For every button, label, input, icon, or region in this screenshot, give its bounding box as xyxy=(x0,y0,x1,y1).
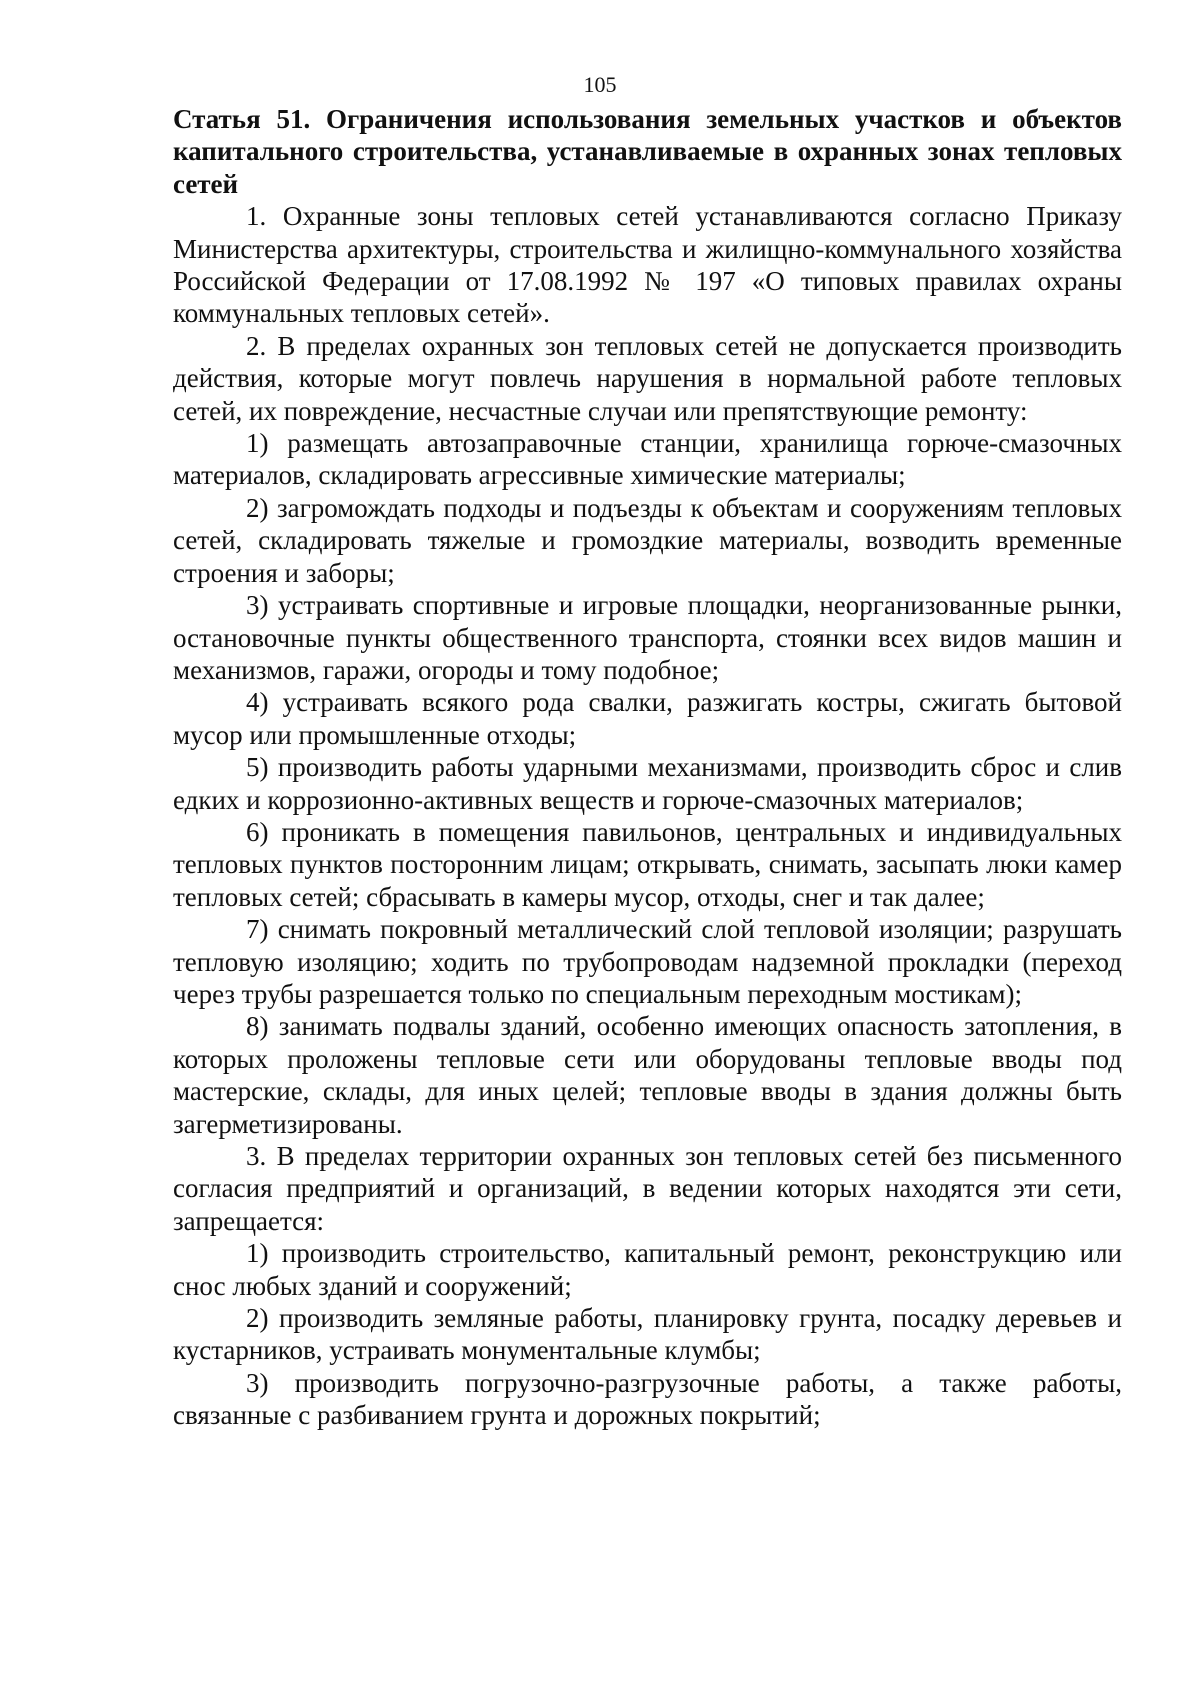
paragraph-1: 1. Охранные зоны тепловых сетей устанавливаются согласно Приказу Министерства архитектуры, строительства и жилищно-коммунального хозяйства Российской Федерации от 17.08.1992 № 197 «О типовых правилах охраны коммунальных тепловых сетей». xyxy=(173,201,1122,329)
document-body xyxy=(173,103,1122,1432)
list-item-2-1: 1) размещать автозаправочные станции, хранилища горюче-смазочных материалов, складировать агрессивные химические материалы; xyxy=(173,428,1122,491)
list-item-2-4: 4) устраивать всякого рода свалки, разжигать костры, сжигать бытовой мусор или промышленные отходы; xyxy=(173,687,1122,750)
paragraph-3: 3. В пределах территории охранных зон тепловых сетей без письменного согласия предприятий и организаций, в ведении которых находятся эти сети, запрещается: xyxy=(173,1141,1122,1236)
list-item-2-2: 2) загромождать подходы и подъезды к объектам и сооружениям тепловых сетей, складировать тяжелые и громоздкие материалы, возводить временные строения и заборы; xyxy=(173,492,1122,588)
list-item-3-3: 3) производить погрузочно-разгрузочные работы, а также работы, связанные с разбиванием грунта и дорожных покрытий; xyxy=(173,1367,1122,1431)
list-item-3-1: 1) производить строительство, капитальный ремонт, реконструкцию или снос любых зданий и сооружений; xyxy=(173,1238,1122,1301)
paragraph-2: 2. В пределах охранных зон тепловых сетей не допускается производить действия, которые могут повлечь нарушения в нормальной работе тепловых сетей, их повреждение, несчастные случаи или препятствующие ремонту: xyxy=(173,330,1122,426)
list-item-2-3: 3) устраивать спортивные и игровые площадки, неорганизованные рынки, остановочные пункты общественного транспорта, стоянки всех видов машин и механизмов, гаражи, огороды и тому подобное; xyxy=(173,590,1122,685)
list-item-2-5: 5) производить работы ударными механизмами, производить сброс и слив едких и коррозионно-активных веществ и горюче-смазочных материалов; xyxy=(173,752,1122,815)
list-item-2-6: 6) проникать в помещения павильонов, центральных и индивидуальных тепловых пунктов посторонним лицам; открывать, снимать, засыпать люки камер тепловых сетей; сбрасывать в камеры мусор, отходы, снег и так далее; xyxy=(173,816,1122,912)
list-item-2-8: 8) занимать подвалы зданий, особенно имеющих опасность затопления, в которых проложены тепловые сети или оборудованы тепловые вводы под мастерские, склады, для иных целей; тепловые вводы в здания должны быть загерметизированы. xyxy=(173,1011,1122,1139)
article-heading: Статья 51. Ограничения использования земельных участков и объектов капитального строительства, устанавливаемые в охранных зонах тепловых сетей xyxy=(173,104,1122,199)
list-item-3-2: 2) производить земляные работы, планировку грунта, посадку деревьев и кустарников, устраивать монументальные клумбы; xyxy=(173,1303,1122,1366)
page-number: 105 xyxy=(583,72,617,97)
list-item-2-7: 7) снимать покровный металлический слой тепловой изоляции; разрушать тепловую изоляцию; ходить по трубопроводам надземной прокладки (переход через трубы разрешается только по специальным переходным мостикам); xyxy=(173,914,1122,1009)
